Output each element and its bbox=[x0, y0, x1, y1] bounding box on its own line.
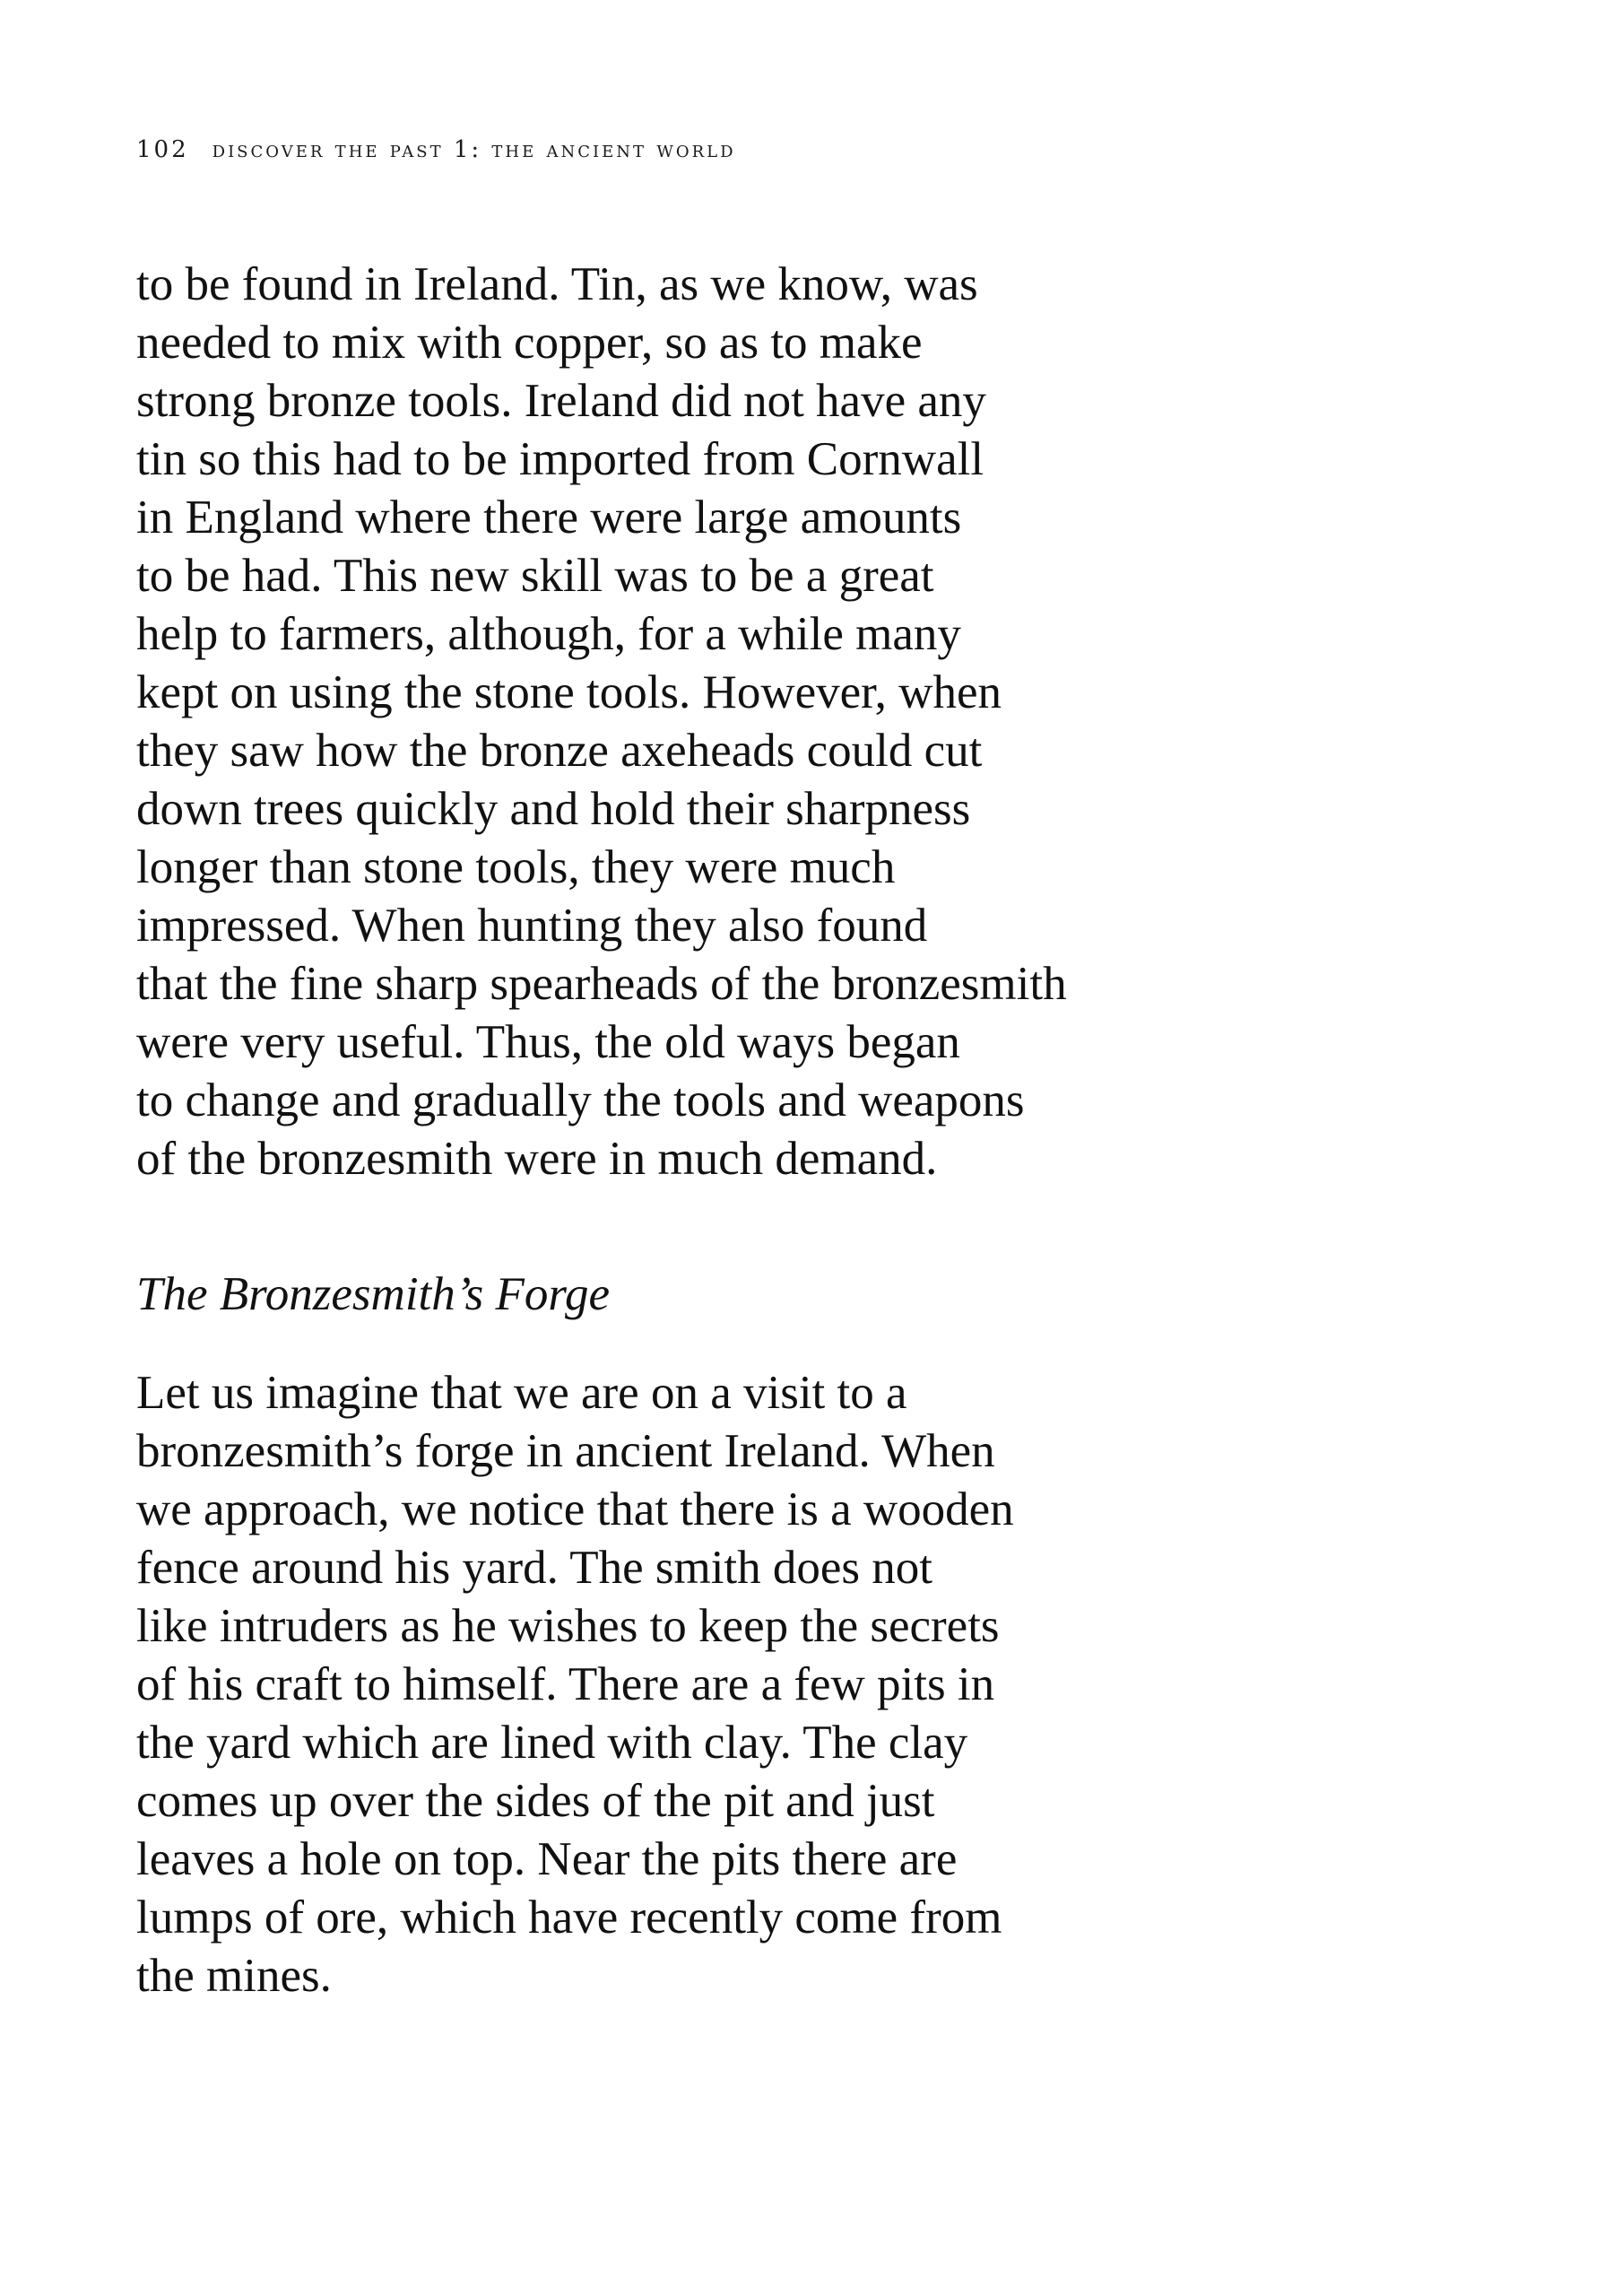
text-line: needed to mix with copper, so as to make bbox=[136, 317, 923, 369]
text-line: like intruders as he wishes to keep the secrets bbox=[136, 1600, 1000, 1652]
text-line: help to farmers, although, for a while many bbox=[136, 608, 961, 660]
text-line: leaves a hole on top. Near the pits there are bbox=[136, 1833, 958, 1885]
text-line: the yard which are lined with clay. The clay bbox=[136, 1717, 968, 1769]
text-line: we approach, we notice that there is a wooden bbox=[136, 1483, 1014, 1535]
text-line: kept on using the stone tools. However, when bbox=[136, 666, 1002, 718]
text-line: tin so this had to be imported from Cornwall bbox=[136, 433, 984, 485]
text-line: lumps of ore, which have recently come from bbox=[136, 1892, 1002, 1944]
text-line: Let us imagine that we are on a visit to a bbox=[136, 1367, 907, 1419]
running-head bbox=[136, 136, 736, 163]
text-line: comes up over the sides of the pit and just bbox=[136, 1775, 935, 1827]
text-line: to change and gradually the tools and weapons bbox=[136, 1074, 1025, 1126]
text-line: that the fine sharp spearheads of the bronzesmith bbox=[136, 958, 1067, 1010]
text-line: in England where there were large amounts bbox=[136, 491, 962, 544]
text-line: impressed. When hunting they also found bbox=[136, 900, 928, 952]
text-line: down trees quickly and hold their sharpness bbox=[136, 783, 971, 835]
text-line: bronzesmith’s forge in ancient Ireland. When bbox=[136, 1425, 995, 1477]
text-line: were very useful. Thus, the old ways began bbox=[136, 1016, 960, 1068]
text-line: to be found in Ireland. Tin, as we know, was bbox=[136, 258, 978, 310]
book-title: discover the past 1: the ancient world bbox=[212, 136, 736, 163]
text-line: longer than stone tools, they were much bbox=[136, 841, 896, 893]
section-heading: The Bronzesmith’s Forge bbox=[136, 1268, 611, 1320]
text-line: of the bronzesmith were in much demand. bbox=[136, 1133, 938, 1185]
text-line: they saw how the bronze axeheads could cut bbox=[136, 725, 983, 777]
page-number: 102 bbox=[136, 136, 189, 163]
text-line: strong bronze tools. Ireland did not have any bbox=[136, 375, 986, 427]
text-line: fence around his yard. The smith does not bbox=[136, 1542, 933, 1594]
text-line: of his craft to himself. There are a few pits in bbox=[136, 1658, 995, 1710]
text-line: the mines. bbox=[136, 1950, 332, 2002]
text-line: to be had. This new skill was to be a great bbox=[136, 550, 934, 602]
